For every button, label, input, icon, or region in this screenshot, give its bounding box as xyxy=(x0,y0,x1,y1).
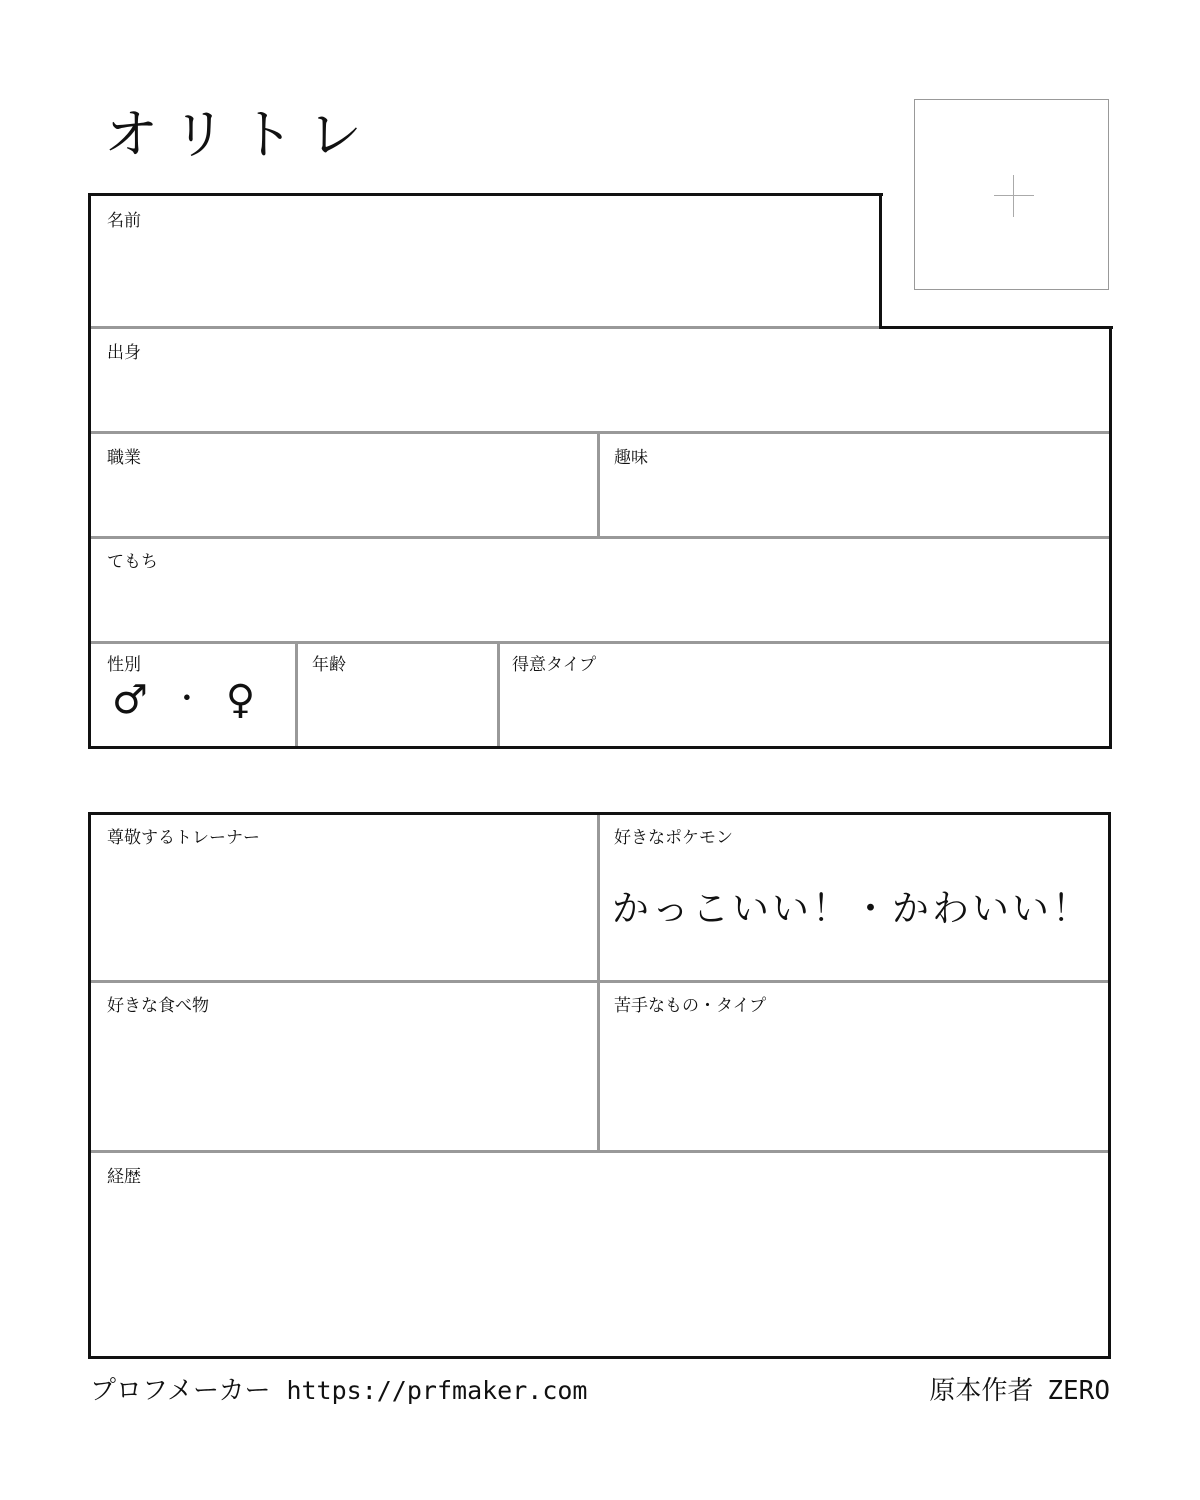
photo-upload-box[interactable] xyxy=(914,99,1109,290)
female-icon[interactable]: ♀ xyxy=(225,677,256,723)
frame-border xyxy=(88,746,1112,749)
specialty-type-field[interactable] xyxy=(500,644,1109,746)
origin-field[interactable] xyxy=(91,329,1109,431)
occupation-field[interactable] xyxy=(91,434,597,536)
specialty-type-label: 得意タイプ xyxy=(512,655,597,675)
frame-border xyxy=(1109,326,1112,749)
hobby-label: 趣味 xyxy=(614,448,648,468)
weak-things-label: 苦手なもの・タイプ xyxy=(614,996,767,1016)
favorite-food-field[interactable] xyxy=(91,983,597,1150)
respected-trainer-field[interactable] xyxy=(91,815,597,980)
maker-link[interactable]: https://prfmaker.com xyxy=(286,1376,588,1405)
footer-credit xyxy=(90,1378,587,1404)
favorite-food-label: 好きな食べ物 xyxy=(107,996,209,1016)
frame-border xyxy=(879,193,882,329)
page-title: オリトレ xyxy=(104,103,376,166)
age-field[interactable] xyxy=(298,644,497,746)
footer-author xyxy=(929,1378,1110,1404)
age-label: 年齢 xyxy=(312,655,346,675)
frame-border xyxy=(88,1356,1111,1359)
author-prefix: 原本作者 xyxy=(929,1376,1034,1406)
gender-selector xyxy=(112,677,256,723)
author-name: ZERO xyxy=(1047,1376,1110,1406)
favorite-pokemon-label: 好きなポケモン xyxy=(614,828,733,848)
frame-border xyxy=(1108,812,1111,1359)
gender-label: 性別 xyxy=(107,655,141,675)
origin-label: 出身 xyxy=(107,343,141,363)
history-field[interactable] xyxy=(91,1153,1108,1356)
party-field[interactable] xyxy=(91,539,1109,641)
maker-name: プロフメーカー xyxy=(90,1376,271,1406)
name-label: 名前 xyxy=(107,211,141,231)
favorite-pokemon-value: かっこいい！・かわいい！ xyxy=(612,887,1092,930)
weak-things-field[interactable] xyxy=(600,983,1108,1150)
respected-trainer-label: 尊敬するトレーナー xyxy=(107,828,260,848)
hobby-field[interactable] xyxy=(600,434,1109,536)
name-field[interactable] xyxy=(91,196,879,326)
gender-separator: ・ xyxy=(171,682,202,717)
male-icon[interactable]: ♂ xyxy=(112,677,148,723)
party-label: てもち xyxy=(107,552,158,572)
occupation-label: 職業 xyxy=(107,448,141,468)
history-label: 経歴 xyxy=(107,1167,141,1187)
